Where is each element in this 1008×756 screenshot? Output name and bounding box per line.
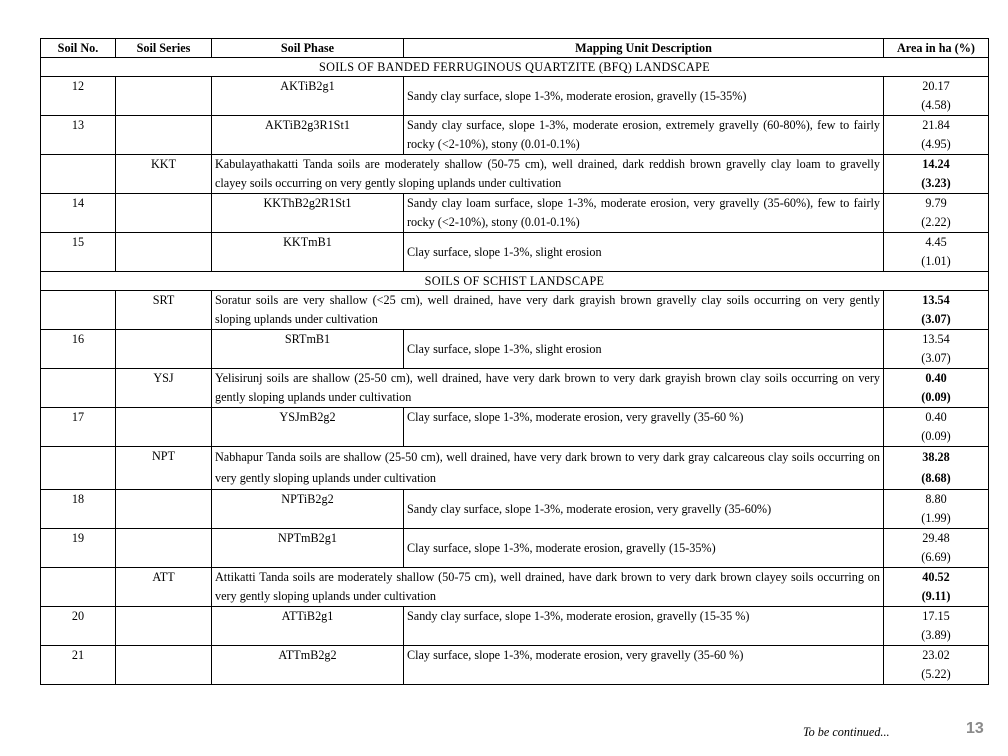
soil-phase-cell: NPTmB2g1 [212,529,404,568]
table-row [41,77,989,116]
soil-no-cell: 21 [41,646,116,685]
area-value: 40.52 [922,570,950,584]
soil-series-cell [116,233,212,272]
area-value: 21.84 [922,118,950,132]
soil-phase-cell: KKThB2g2R1St1 [212,194,404,233]
area-percent: (0.09) [921,390,951,404]
area-value: 29.48 [922,531,950,545]
table-row [41,194,989,233]
soil-no-cell [41,369,116,408]
soil-no-cell: 15 [41,233,116,272]
header-soil-phase: Soil Phase [212,39,404,58]
area-percent: (9.11) [921,589,951,603]
area-percent: (3.07) [921,312,951,326]
section-row-schist [41,272,989,291]
soil-series-cell [116,194,212,233]
soil-series-cell [116,529,212,568]
area-value: 9.79 [925,196,947,210]
description-cell: Clay surface, slope 1-3%, slight erosion [404,330,884,369]
area-cell [884,330,989,369]
soil-no-cell: 17 [41,408,116,447]
soil-phase-cell: YSJmB2g2 [212,408,404,447]
area-value: 0.40 [925,371,947,385]
soil-series-cell: ATT [116,568,212,607]
soil-series-cell [116,408,212,447]
soil-phase-cell: AKTiB2g1 [212,77,404,116]
area-percent: (4.95) [921,137,951,151]
soil-no-cell: 20 [41,607,116,646]
description-cell: Sandy clay loam surface, slope 1-3%, moderate erosion, very gravelly (35-60%), few to fairly rocky (<2-10%), stony (0.01-0.1%) [404,194,884,233]
area-percent: (3.89) [921,628,951,642]
series-description-cell: Nabhapur Tanda soils are shallow (25-50 cm), well drained, have very dark brown to very dark gray calcareous clay soils occurring on very gently sloping uplands under cultivation [212,447,884,490]
area-value: 8.80 [925,492,947,506]
soil-series-cell [116,490,212,529]
soil-phase-cell: ATTiB2g1 [212,607,404,646]
area-value: 13.54 [922,332,950,346]
area-cell [884,607,989,646]
soil-table [40,38,989,685]
page-number: 13 [966,720,984,737]
soil-series-cell: KKT [116,155,212,194]
area-cell [884,77,989,116]
area-percent: (3.23) [921,176,951,190]
area-percent: (5.22) [921,667,951,681]
series-row [41,369,989,408]
area-percent: (2.22) [921,215,951,229]
table-row [41,646,989,685]
area-cell [884,116,989,155]
description-cell: Clay surface, slope 1-3%, moderate erosion, very gravelly (35-60 %) [404,646,884,685]
area-percent: (1.01) [921,254,951,268]
series-row [41,155,989,194]
section-title-bfq: SOILS OF BANDED FERRUGINOUS QUARTZITE (BFQ) LANDSCAPE [41,58,989,77]
table-row [41,607,989,646]
area-value: 0.40 [925,410,947,424]
area-percent: (3.07) [921,351,951,365]
series-description-cell: Attikatti Tanda soils are moderately shallow (50-75 cm), well drained, have dark brown to very dark brown clayey soils occurring on very gently sloping uplands under cultivation [212,568,884,607]
soil-phase-cell: ATTmB2g2 [212,646,404,685]
soil-phase-cell: SRTmB1 [212,330,404,369]
area-cell [884,529,989,568]
description-cell: Clay surface, slope 1-3%, slight erosion [404,233,884,272]
area-value: 38.28 [922,450,950,464]
soil-no-cell: 18 [41,490,116,529]
description-cell: Clay surface, slope 1-3%, moderate erosion, very gravelly (35-60 %) [404,408,884,447]
soil-no-cell: 16 [41,330,116,369]
table-row [41,330,989,369]
soil-no-cell [41,155,116,194]
soil-series-cell [116,607,212,646]
area-cell [884,194,989,233]
soil-phase-cell: AKTiB2g3R1St1 [212,116,404,155]
description-cell: Sandy clay surface, slope 1-3%, moderate erosion, extremely gravelly (60-80%), few to fairly rocky (<2-10%), stony (0.01-0.1%) [404,116,884,155]
soil-no-cell: 14 [41,194,116,233]
soil-series-cell: YSJ [116,369,212,408]
area-value: 20.17 [922,79,950,93]
soil-no-cell [41,291,116,330]
header-soil-no: Soil No. [41,39,116,58]
series-row [41,447,989,490]
table-row [41,529,989,568]
series-description-cell: Soratur soils are very shallow (<25 cm), well drained, have very dark grayish brown gravelly clay soils occurring on very gently sloping uplands under cultivation [212,291,884,330]
area-value: 23.02 [922,648,950,662]
series-description-cell: Yelisirunj soils are shallow (25-50 cm), well drained, have very dark brown to very dark grayish brown clay soils occurring on very gently sloping uplands under cultivation [212,369,884,408]
table-row [41,116,989,155]
soil-no-cell [41,447,116,490]
area-cell [884,568,989,607]
soil-no-cell [41,568,116,607]
area-percent: (4.58) [921,98,951,112]
soil-series-cell [116,646,212,685]
header-area: Area in ha (%) [884,39,989,58]
series-row [41,291,989,330]
description-cell: Clay surface, slope 1-3%, moderate erosion, gravelly (15-35%) [404,529,884,568]
description-cell: Sandy clay surface, slope 1-3%, moderate erosion, gravelly (15-35 %) [404,607,884,646]
area-value: 17.15 [922,609,950,623]
table-row [41,490,989,529]
area-percent: (6.69) [921,550,951,564]
continued-note: To be continued... [803,725,890,739]
area-percent: (0.09) [921,429,951,443]
series-description-cell: Kabulayathakatti Tanda soils are moderately shallow (50-75 cm), well drained, dark reddish brown gravelly clay loam to gravelly clayey soils occurring on very gently sloping uplands under cultivation [212,155,884,194]
area-value: 4.45 [925,235,947,249]
area-value: 13.54 [922,293,950,307]
header-row [41,39,989,58]
soil-series-cell [116,116,212,155]
soil-series-cell [116,77,212,116]
soil-no-cell: 12 [41,77,116,116]
area-cell [884,291,989,330]
area-percent: (8.68) [921,471,951,485]
soil-no-cell: 19 [41,529,116,568]
area-cell [884,233,989,272]
soil-no-cell: 13 [41,116,116,155]
header-soil-series: Soil Series [116,39,212,58]
area-value: 14.24 [922,157,950,171]
description-cell: Sandy clay surface, slope 1-3%, moderate erosion, very gravelly (35-60%) [404,490,884,529]
table-row [41,408,989,447]
table-row [41,233,989,272]
area-cell [884,646,989,685]
soil-series-cell: SRT [116,291,212,330]
series-row [41,568,989,607]
area-cell [884,369,989,408]
section-row-bfq [41,58,989,77]
area-cell [884,447,989,490]
area-percent: (1.99) [921,511,951,525]
soil-series-cell [116,330,212,369]
area-cell [884,490,989,529]
header-description: Mapping Unit Description [404,39,884,58]
section-title-schist: SOILS OF SCHIST LANDSCAPE [41,272,989,291]
description-cell: Sandy clay surface, slope 1-3%, moderate erosion, gravelly (15-35%) [404,77,884,116]
area-cell [884,408,989,447]
soil-series-cell: NPT [116,447,212,490]
soil-phase-cell: KKTmB1 [212,233,404,272]
soil-phase-cell: NPTiB2g2 [212,490,404,529]
area-cell [884,155,989,194]
